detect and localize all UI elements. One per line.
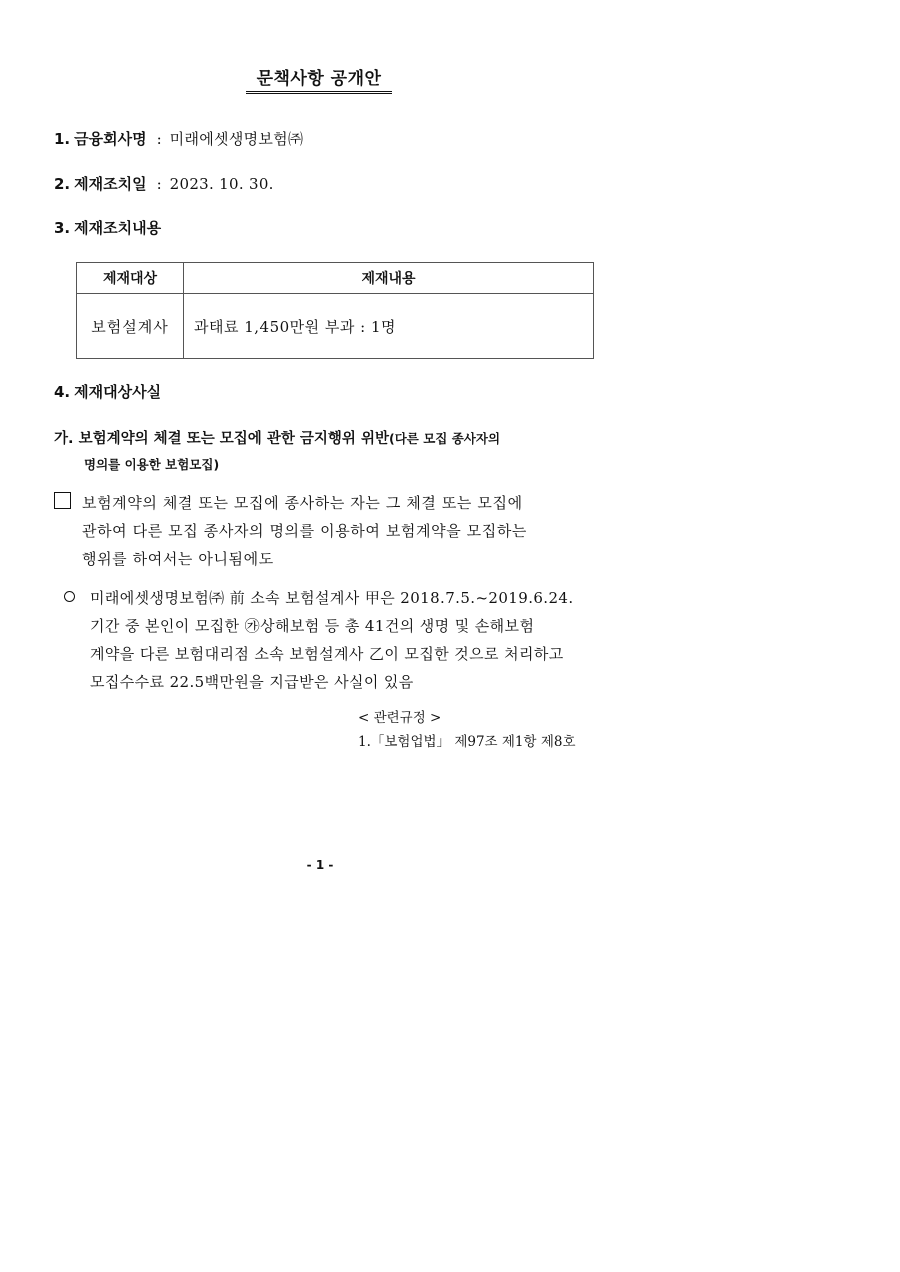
item-company-name [54,128,303,149]
item-sanction-date [54,173,274,194]
item-label: 제재조치일 [74,175,147,193]
paragraph-line: 기간 중 본인이 모집한 ㉮상해보험 등 총 41건의 생명 및 손해보험 [90,617,535,635]
regulation-item: 1.「보험업법」 제97조 제1항 제8호 [358,734,576,750]
circle-bullet-icon [64,591,75,602]
item-colon: : [156,175,162,193]
item-value: 2023. 10. 30. [169,175,274,193]
item-sanction-content [54,217,161,238]
paragraph-line: 행위를 하여서는 아니됨에도 [82,550,274,568]
square-bullet-icon [54,492,71,509]
sanction-table [76,262,594,359]
item-value: 미래에셋생명보험㈜ [169,130,304,148]
circle-bullet-paragraph [64,584,600,696]
section-a-note-continued: 명의를 이용한 보험모집) [84,457,220,472]
paragraph-line: 미래에셋생명보험㈜ 前 소속 보험설계사 甲은 2018.7.5.~2019.6.24. [90,589,574,607]
regulation-heading: < 관련규정 > [358,710,442,726]
table-header-row [77,263,594,294]
item-sanction-facts [54,381,161,402]
related-regulations [358,706,576,754]
paragraph-line: 모집수수료 22.5백만원을 지급받은 사실이 있음 [90,673,414,691]
item-label: 제재조치내용 [74,219,162,237]
paragraph-line: 보험계약의 체결 또는 모집에 종사하는 자는 그 체결 또는 모집에 [82,494,523,512]
table-header-target: 제재대상 [77,263,184,294]
item-number: 2. [54,175,71,193]
page-number: - 1 - [306,858,334,872]
checkbox-paragraph [54,489,606,573]
section-a-title: 가. 보험계약의 체결 또는 모집에 관한 금지행위 위반 [54,431,389,447]
table-cell-target: 보험설계사 [77,294,184,359]
paragraph-line: 계약을 다른 보험대리점 소속 보험설계사 乙이 모집한 것으로 처리하고 [90,645,564,663]
item-number: 3. [54,219,71,237]
section-a-note: (다른 모집 종사자의 [389,431,501,446]
paragraph-line: 관하여 다른 모집 종사자의 명의를 이용하여 보험계약을 모집하는 [82,522,528,540]
table-header-content: 제재내용 [184,263,594,294]
item-label: 금융회사명 [74,130,147,148]
table-cell-content: 과태료 1,450만원 부과 : 1명 [184,294,594,359]
item-colon: : [156,130,162,148]
section-a-heading [54,426,610,478]
table-row [77,294,594,359]
item-label: 제재대상사실 [74,383,162,401]
item-number: 4. [54,383,71,401]
document-title: 문책사항 공개안 [246,64,392,94]
item-number: 1. [54,130,71,148]
